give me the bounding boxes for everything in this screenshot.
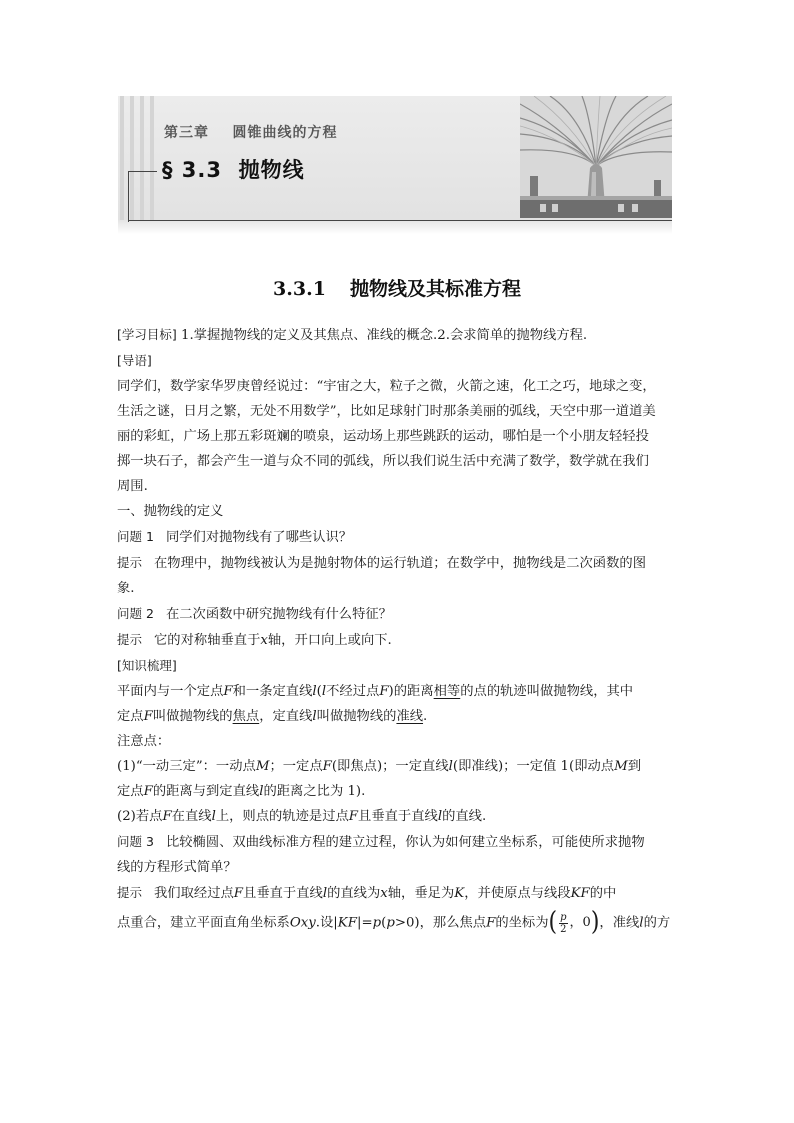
note-2 (117, 804, 679, 829)
question-1-label: 问题 1 (117, 529, 154, 544)
question-2-text: 在二次函数中研究抛物线有什么特征？ (165, 607, 392, 622)
hint-text: 我们取经过点 (154, 886, 234, 901)
hint-2-text: 它的对称轴垂直于 (154, 633, 261, 648)
def-keyword-directrix: 准线 (396, 709, 424, 724)
var-Oxy: Oxy (289, 915, 316, 931)
var-F: F (143, 784, 153, 799)
def-keyword-focus: 焦点 (232, 709, 260, 724)
question-1 (117, 524, 679, 550)
note-text: 且垂直于直线 (358, 809, 438, 824)
notes-heading: 注意点： (117, 734, 171, 749)
focus-coordinate: ( $\frac{p}{2}$ ，0 ) (549, 906, 600, 940)
var-KF: KF (337, 915, 357, 931)
hint-2-text: 轴，开口向上或向下. (267, 633, 392, 648)
note-text: 到 (627, 759, 642, 774)
architecture-image-icon (520, 96, 672, 218)
coord-y: ，0 (569, 915, 591, 930)
intro-line: 同学们，数学家华罗庚曾经说过：“宇宙之大，粒子之微，火箭之速，化工之巧，地球之变， (117, 379, 656, 394)
var-F: F (162, 809, 172, 824)
def-text: 平面内与一个定点 (117, 684, 224, 699)
hint-1 (117, 550, 679, 576)
question-3-text: 比较椭圆、双曲线标准方程的建立过程，你认为如何建立坐标系，可能使所求抛物 (165, 835, 645, 850)
note-text: 定点 (117, 784, 144, 799)
note-text: 在直线 (171, 809, 212, 824)
question-1-text: 同学们对抛物线有了哪些认识？ (165, 530, 353, 545)
var-l: l (312, 684, 317, 699)
hint-3 (117, 880, 679, 906)
def-text: )的距离 (388, 684, 434, 699)
def-keyword-equal: 相等 (433, 684, 461, 699)
banner-underline (128, 220, 672, 221)
note-text: (1)“一动三定”：一动点 (117, 759, 256, 774)
intro-line: 生活之谜，日月之繁，无处不用数学”，比如足球射门时那条美丽的弧线，天空中那一道道美 (117, 404, 656, 419)
var-x: x (260, 633, 268, 648)
var-F: F (233, 886, 244, 901)
banner-bracket (128, 171, 157, 222)
title-text: 抛物线及其标准方程 (349, 278, 521, 300)
note-text: 的距离与到定直线 (152, 784, 260, 799)
var-l: l (259, 784, 264, 799)
def-text: 叫做抛物线的 (152, 709, 233, 724)
hint-text: .设| (315, 915, 338, 931)
note-text: 上，则点的轨迹是过点 (215, 809, 349, 824)
var-l: l (639, 915, 644, 931)
question-3 (117, 829, 679, 855)
chapter-title: 第三章 圆锥曲线的方程 (164, 125, 338, 141)
intro-label (117, 348, 679, 374)
hint-2-label: 提示 (117, 632, 143, 647)
hint-1-label: 提示 (117, 555, 143, 570)
var-l: l (321, 684, 327, 699)
banner-shadow (118, 220, 672, 234)
note-text: (即焦点)；一定直线 (331, 759, 449, 774)
definition-line-2 (117, 704, 679, 729)
var-F: F (223, 684, 233, 699)
var-F: F (143, 709, 153, 724)
var-F: F (322, 759, 332, 774)
learning-objectives (117, 322, 679, 348)
def-text: ，定直线 (259, 709, 313, 724)
var-p: p (372, 915, 382, 931)
lesson-content (117, 322, 679, 941)
hint-text: 的坐标为 (495, 915, 549, 931)
question-3-cont: 线的方程形式简单？ (117, 860, 237, 875)
def-text: 叫做抛物线的 (316, 709, 397, 724)
knowledge-label-text: [知识梳理] (117, 658, 177, 673)
section-title: § 3.3 抛物线 (162, 158, 305, 182)
def-text: 的点的轨迹叫做抛物线，其中 (460, 684, 634, 699)
banner-architecture-photo (520, 96, 672, 218)
hint-1-cont: 象. (117, 581, 135, 596)
hint-text: 点重合，建立平面直角坐标系 (117, 915, 290, 931)
objectives-text: 1.掌握抛物线的定义及其焦点、准线的概念.2.会求简单的抛物线方程. (181, 328, 588, 343)
question-2-label: 问题 2 (117, 606, 154, 621)
def-text: 和一条定直线 (232, 684, 313, 699)
note-text: 的距离之比为 1). (263, 784, 366, 799)
hint-text: ，准线 (599, 915, 640, 931)
note-1-cont (117, 779, 679, 804)
intro-line: 周围. (117, 479, 148, 494)
var-l: l (322, 886, 328, 901)
hint-text: ( (381, 915, 387, 931)
var-K: K (454, 886, 465, 901)
hint-text: >0)，那么焦点 (394, 915, 487, 931)
hint-1-text: 在物理中，抛物线被认为是抛射物体的运行轨道；在数学中，抛物线是二次函数的图 (154, 556, 646, 571)
intro-line: 丽的彩虹，广场上那五彩斑斓的喷泉，运动场上那些跳跃的运动，哪怕是一个小朋友轻轻投 (117, 429, 649, 444)
frac-denominator: 2 (560, 923, 567, 935)
def-text: 定点 (117, 709, 144, 724)
knowledge-label (117, 653, 679, 679)
note-text: (即准线)；一定值 1(即动点 (452, 759, 615, 774)
note-text: ；一定点 (269, 759, 323, 774)
intro-label-text: [导语] (117, 353, 152, 368)
note-text: (2)若点 (117, 809, 163, 824)
hint-2 (117, 627, 679, 653)
hint-text: 的直线为 (327, 886, 381, 901)
note-1 (117, 754, 679, 779)
definition-line-1 (117, 679, 679, 704)
hint-text: 的中 (589, 886, 617, 901)
objectives-label: [学习目标] (117, 327, 177, 342)
var-l: l (312, 709, 317, 724)
hint-text: ，并使原点与线段 (464, 886, 571, 901)
var-l: l (437, 809, 443, 824)
hint-text: 且垂直于直线 (243, 886, 323, 901)
var-F: F (348, 809, 359, 824)
var-F: F (379, 684, 389, 699)
frac-numerator: p (560, 911, 567, 923)
def-text: ( (316, 684, 322, 699)
question-2 (117, 601, 679, 627)
hint-text: 轴，垂足为 (387, 886, 455, 901)
hint-3-cont (117, 906, 679, 941)
var-F: F (486, 915, 496, 931)
page-title (0, 274, 794, 301)
var-M: M (614, 759, 628, 774)
title-number: 3.3.1 (273, 278, 326, 300)
hint-3-label: 提示 (117, 885, 143, 900)
intro-line: 掷一块石子，都会产生一道与众不同的弧线，所以我们说生活中充满了数学，数学就在我们 (117, 454, 649, 469)
question-3-label: 问题 3 (117, 834, 154, 849)
var-p: p (386, 915, 395, 931)
var-l: l (211, 809, 216, 824)
hint-text: 的方 (643, 915, 671, 931)
def-text: . (423, 709, 428, 724)
hint-text: |= (356, 915, 373, 931)
var-l: l (448, 759, 453, 774)
var-x: x (380, 886, 388, 901)
def-text: 不经过点 (326, 684, 380, 699)
note-text: 的直线. (442, 809, 487, 824)
var-M: M (255, 759, 270, 774)
var-KF: KF (570, 886, 590, 901)
section-heading-definition: 一、抛物线的定义 (117, 504, 224, 519)
